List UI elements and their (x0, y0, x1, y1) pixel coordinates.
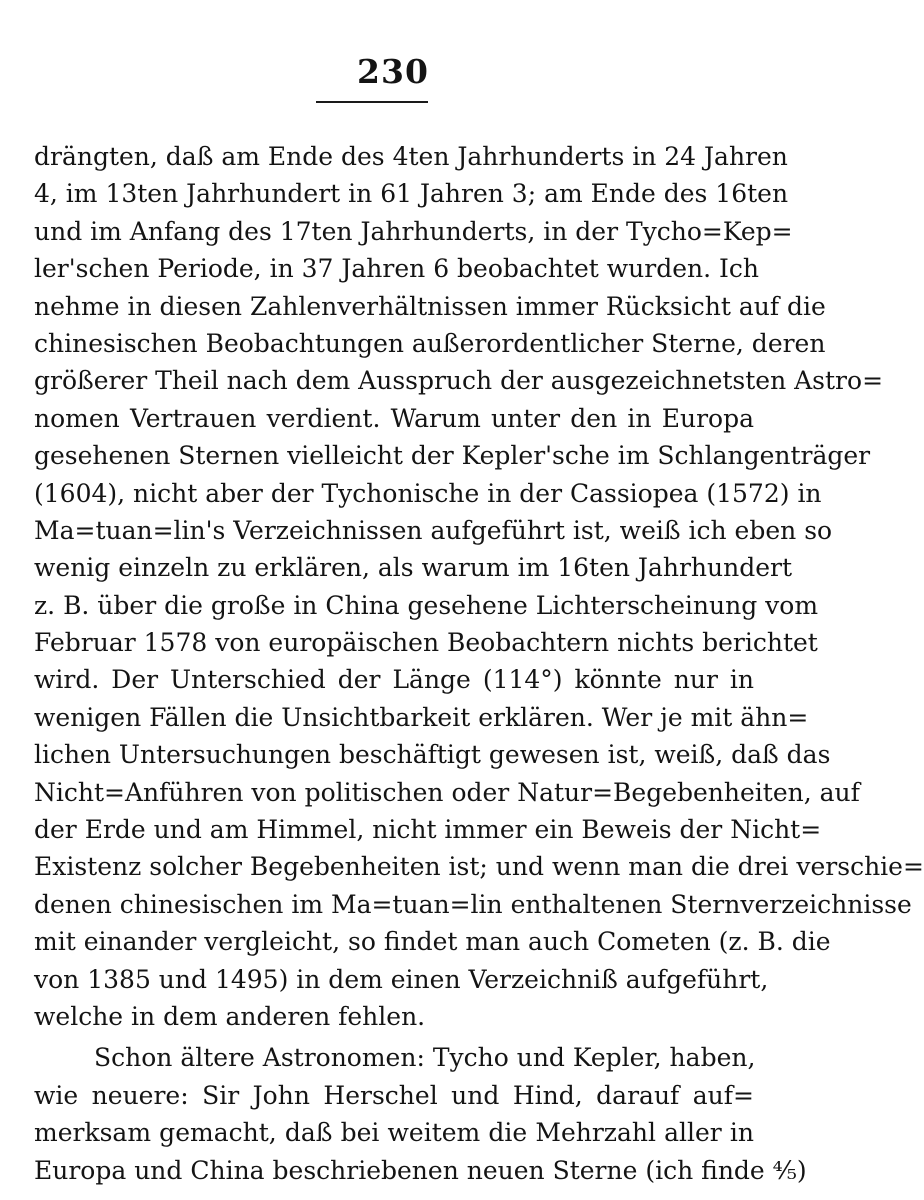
text-line: nomen Vertrauen verdient. Warum unter den in Europa (34, 403, 754, 433)
text-line: denen chinesischen im Ma=tuan=lin enthaltenen Sternverzeichnisse (34, 889, 912, 919)
text-line: Europa und China beschriebenen neuen Sterne (ich finde ⁴⁄₅) (34, 1155, 807, 1185)
text-line: mit einander vergleicht, so findet man auch Cometen (z. B. die (34, 927, 831, 957)
text-line: z. B. über die große in China gesehene Lichterscheinung vom (34, 590, 819, 620)
text-line: drängten, daß am Ende des 4ten Jahrhunderts in 24 Jahren (34, 142, 788, 171)
text-line: und im Anfang des 17ten Jahrhunderts, in der Tycho=Kep= (34, 216, 793, 246)
text-line: von 1385 und 1495) in dem einen Verzeichniß aufgeführt, (34, 964, 769, 994)
text-line-paragraph-end: welche in dem anderen fehlen. (34, 1001, 426, 1031)
text-line: Nicht=Anführen von politischen oder Natur=Begebenheiten, auf (34, 777, 860, 807)
text-line: chinesischen Beobachtungen außerordentlicher Sterne, deren (34, 328, 826, 358)
text-line: Februar 1578 von europäischen Beobachtern nichts berichtet (34, 628, 818, 658)
text-line: wenig einzeln zu erklären, als warum im 16ten Jahrhundert (34, 553, 793, 583)
body-text (34, 138, 924, 1189)
text-line: lichen Untersuchungen beschäftigt gewesen ist, weiß, daß das (34, 740, 831, 770)
text-line: Ma=tuan=lin's Verzeichnissen aufgeführt ist, weiß ich eben so (34, 515, 833, 545)
text-line: 4, im 13ten Jahrhundert in 61 Jahren 3; am Ende des 16ten (34, 179, 789, 209)
text-line: größerer Theil nach dem Ausspruch der ausgezeichnetsten Astro= (34, 366, 884, 396)
text-line: der Erde und am Himmel, nicht immer ein Beweis der Nicht= (34, 815, 822, 845)
text-line: nehme in diesen Zahlenverhältnissen immer Rücksicht auf die (34, 291, 826, 321)
text-line-paragraph-start: Schon ältere Astronomen: Tycho und Kepler, haben, (94, 1043, 756, 1073)
header-rule (316, 101, 428, 103)
text-line: wie neuere: Sir John Herschel und Hind, darauf auf= (34, 1080, 754, 1110)
text-line: gesehenen Sternen vielleicht der Kepler'sche im Schlangenträger (34, 441, 871, 471)
text-line: (1604), nicht aber der Tychonische in der Cassiopea (1572) in (34, 478, 822, 508)
text-line: merksam gemacht, daß bei weitem die Mehrzahl aller in (34, 1118, 754, 1148)
text-line: ler'schen Periode, in 37 Jahren 6 beobachtet wurden. Ich (34, 254, 759, 284)
text-line: wenigen Fällen die Unsichtbarkeit erklären. Wer je mit ähn= (34, 702, 809, 732)
page-number: 230 (357, 52, 429, 91)
text-line: Existenz solcher Begebenheiten ist; und wenn man die drei verschie= (34, 852, 924, 882)
text-line: wird. Der Unterschied der Länge (114°) könnte nur in (34, 665, 754, 695)
